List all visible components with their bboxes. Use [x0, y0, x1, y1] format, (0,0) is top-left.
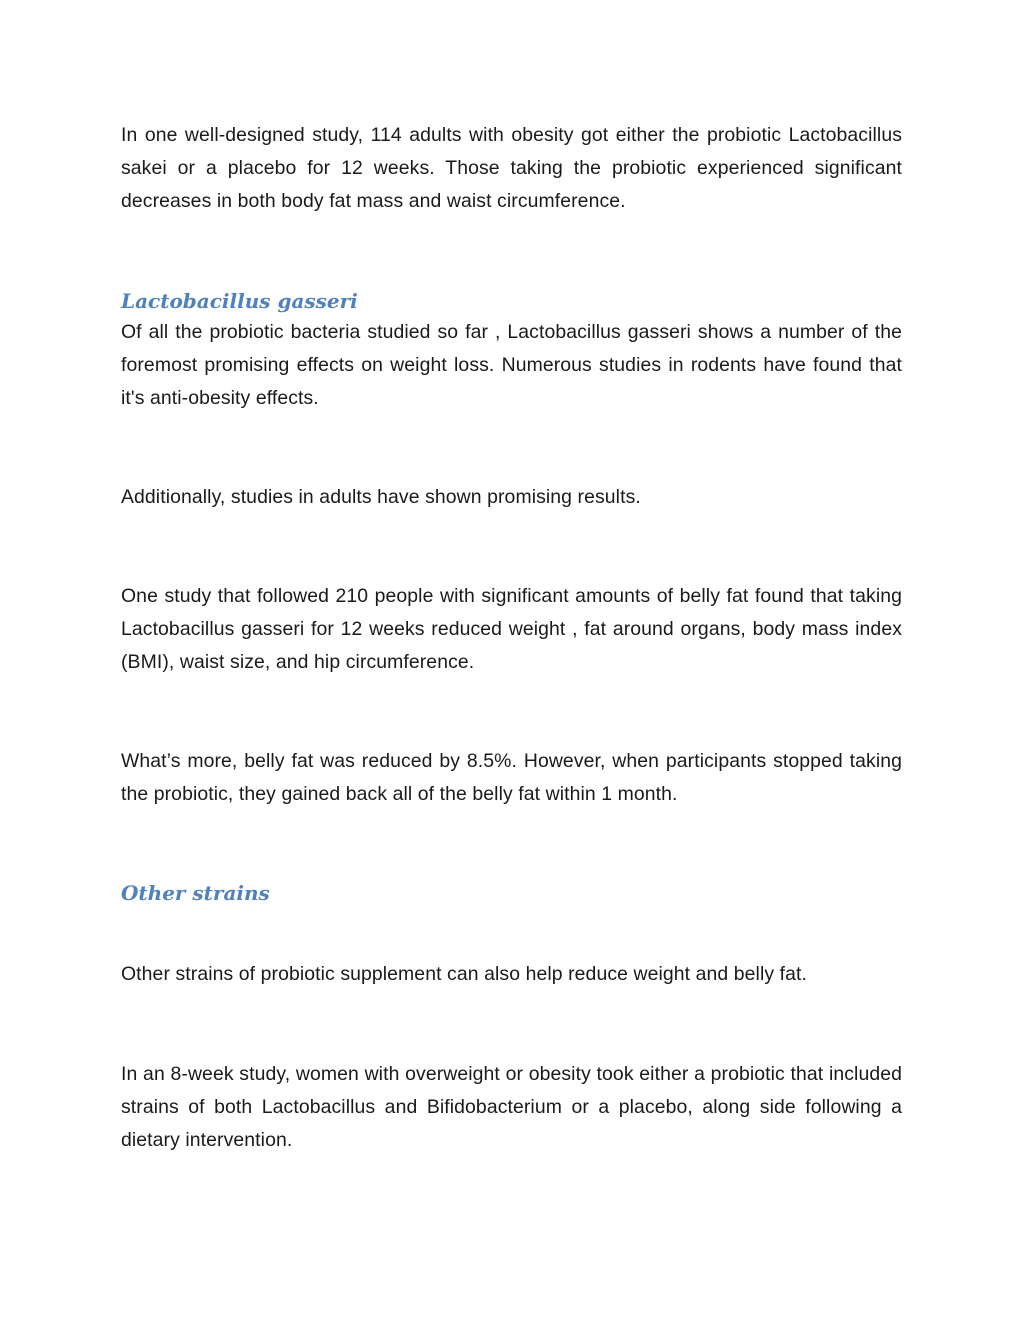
paragraph-lactobacillus-sakei-study: In one well-designed study, 114 adults with obesity got either the probiotic Lactobacillus sakei or a placebo for 12 weeks. Those taking the probiotic experienced significant decreases in both body fat mass and waist circumference.	[121, 124, 902, 212]
paragraph-8-week-study: In an 8-week study, women with overweight or obesity took either a probiotic that included strains of both Lactobacillus and Bifidobacterium or a placebo, along side following a dietary intervention.	[121, 1063, 902, 1151]
paragraph-adult-studies: Additionally, studies in adults have shown promising results.	[121, 486, 641, 508]
paragraph-belly-fat-reduction: What’s more, belly fat was reduced by 8.5%. However, when participants stopped taking the probiotic, they gained back all of the belly fat within 1 month.	[121, 750, 902, 805]
heading-lactobacillus-gasseri: Lactobacillus gasseri	[121, 289, 358, 313]
heading-other-strains: Other strains	[121, 881, 270, 905]
paragraph-other-strains-intro: Other strains of probiotic supplement can also help reduce weight and belly fat.	[121, 963, 807, 985]
paragraph-210-people-study: One study that followed 210 people with significant amounts of belly fat found that taking Lactobacillus gasseri for 12 weeks reduced weight , fat around organs, body mass index (BMI), waist size, and hip circumference.	[121, 585, 902, 673]
paragraph-gasseri-intro: Of all the probiotic bacteria studied so far , Lactobacillus gasseri shows a number of the foremost promising effects on weight loss. Numerous studies in rodents have found that it's anti-obesity effects.	[121, 321, 902, 409]
